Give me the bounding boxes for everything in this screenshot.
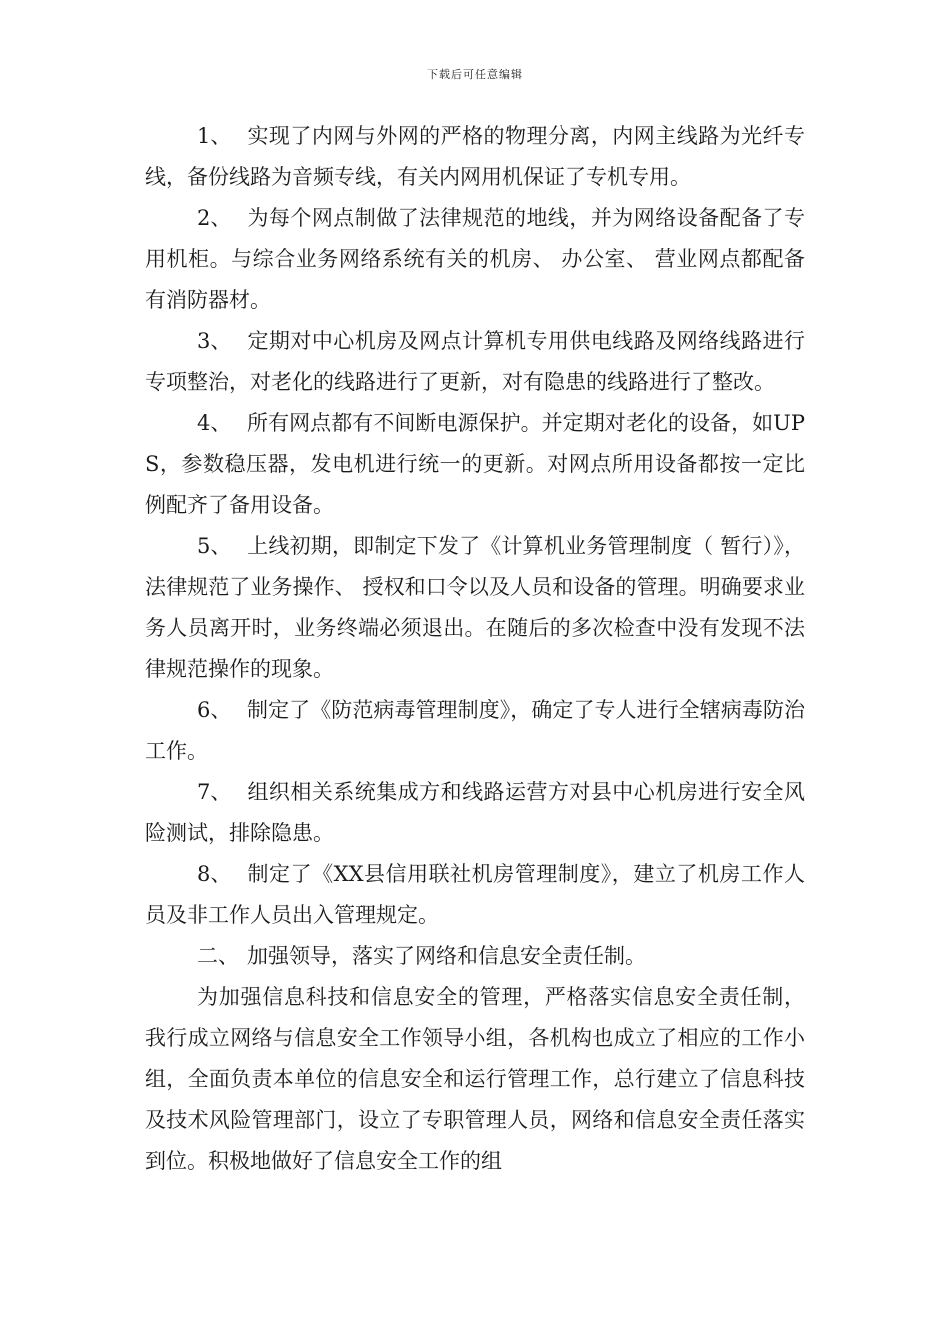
document-body <box>145 116 805 1182</box>
section-heading-2 <box>145 936 805 977</box>
paragraph-text: 为每个网点制做了法律规范的地线，并为网络设备配备了专用机柜。与综合业务网络系统有关的机房、 办公室、 营业网点都配备有消防器材。 <box>145 206 805 312</box>
paragraph-number: 5、 <box>197 534 232 558</box>
paragraph-text: 为加强信息科技和信息安全的管理，严格落实信息安全责任制，我行成立网络与信息安全工作领导小组，各机构也成立了相应的工作小组，全面负责本单位的信息安全和运行管理工作，总行建立了信息科技及技术风险管理部门，设立了专职管理人员，网络和信息安全责任落实到位。积极地做好了信息安全工作的组 <box>145 985 805 1173</box>
paragraph-text: 实现了内网与外网的严格的物理分离，内网主线路为光纤专线，备份线路为音频专线，有关内网用机保证了专机专用。 <box>145 124 805 189</box>
paragraph-number: 7、 <box>197 780 232 804</box>
paragraph-number: 3、 <box>197 329 232 353</box>
paragraph-5 <box>145 526 805 690</box>
paragraph-number: 6、 <box>197 698 232 722</box>
paragraph-2 <box>145 198 805 321</box>
paragraph-7 <box>145 772 805 854</box>
paragraph-6 <box>145 690 805 772</box>
paragraph-text: 所有网点都有不间断电源保护。并定期对老化的设备，如UPS，参数稳压器，发电机进行统一的更新。对网点所用设备都按一定比例配齐了备用设备。 <box>145 411 805 517</box>
paragraph-text: 制定了《XX县信用联社机房管理制度》，建立了机房工作人员及非工作人员出入管理规定。 <box>145 862 805 927</box>
paragraph-text: 定期对中心机房及网点计算机专用供电线路及网络线路进行专项整治，对老化的线路进行了更新，对有隐患的线路进行了整改。 <box>145 329 805 394</box>
header-note: 下载后可任意编辑 <box>427 68 523 81</box>
paragraph-4 <box>145 403 805 526</box>
paragraph-number: 1、 <box>197 124 232 148</box>
section-number: 二、 <box>197 944 239 968</box>
paragraph-text: 组织相关系统集成方和线路运营方对县中心机房进行安全风险测试，排除隐患。 <box>145 780 805 845</box>
paragraph-1 <box>145 116 805 198</box>
section-heading-text: 加强领导，落实了网络和信息安全责任制。 <box>247 944 646 968</box>
paragraph-text: 制定了《防范病毒管理制度》，确定了专人进行全辖病毒防治工作。 <box>145 698 805 763</box>
paragraph-8 <box>145 854 805 936</box>
paragraph-text: 上线初期，即制定下发了《计算机业务管理制度（ 暂行）》，法律规范了业务操作、 授权和口令以及人员和设备的管理。明确要求业务人员离开时，业务终端必须退出。在随后的多次检查中没有发现不法律规范操作的现象。 <box>145 534 805 681</box>
paragraph-3 <box>145 321 805 403</box>
paragraph-number: 4、 <box>197 411 232 435</box>
paragraph-number: 8、 <box>197 862 232 886</box>
paragraph-number: 2、 <box>197 206 232 230</box>
paragraph-section-2-body <box>145 977 805 1182</box>
